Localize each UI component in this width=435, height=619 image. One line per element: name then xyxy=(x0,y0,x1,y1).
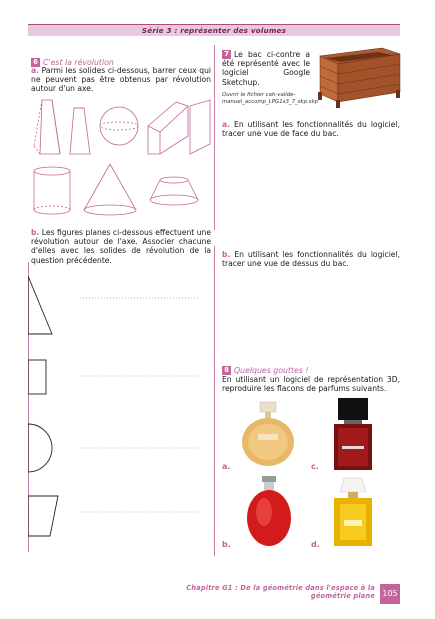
column-divider xyxy=(214,45,215,230)
file-note: Ouvrir le fichier cah-valide-manuel_accomp_LPG1s3_7_skp.skp xyxy=(222,92,319,105)
question-text: Le bac ci-contre a été représenté avec le logiciel Google Sketchup. xyxy=(222,50,310,87)
question-text: Les figures planes ci-dessous effectuent une révolution autour de l'axe. Associer chacune d'elles avec les solides de révolution de la question précédente. xyxy=(31,228,211,265)
question-label: a. xyxy=(222,120,231,129)
label-c: c. xyxy=(311,462,319,471)
question-label: b. xyxy=(31,228,40,237)
chapter-footer: Chapitre G1 : De la géométrie dans l'espace à la géométrie plane xyxy=(186,584,375,600)
wooden-bac-image xyxy=(312,44,402,110)
plane-figures xyxy=(28,274,208,544)
triangle-figure xyxy=(28,276,52,334)
cone-solid xyxy=(84,205,136,215)
exercise-number: 7 xyxy=(222,50,231,59)
perfume-c-image xyxy=(330,396,376,472)
exercise-7-text xyxy=(222,50,310,87)
column-divider-lower xyxy=(214,246,215,556)
exercise-8-text: En utilisant un logiciel de représentation 3D, reproduire les flacons de parfums suivants. xyxy=(222,375,400,394)
perfume-a-image xyxy=(238,400,298,470)
frustum-solid xyxy=(70,108,90,154)
perfume-d-image xyxy=(330,476,376,548)
exercise-7b-text xyxy=(222,250,400,268)
question-label: b. xyxy=(222,250,231,259)
rectangle-figure xyxy=(28,360,46,394)
perfume-b-image xyxy=(244,474,294,548)
exercise-7a-text xyxy=(222,120,400,138)
exercise-6b-text xyxy=(31,228,211,265)
exercise-6a-text xyxy=(31,66,211,94)
half-disc-figure xyxy=(28,424,52,472)
sphere-solid xyxy=(100,107,138,145)
page-number: 105 xyxy=(380,584,400,604)
question-text: En utilisant les fonctionnalités du logiciel, tracer une vue de face du bac. xyxy=(222,120,400,139)
wedge-solid xyxy=(190,100,210,154)
series-title: Série 3 : représenter des volumes xyxy=(28,24,400,36)
exercise-number: 6 xyxy=(31,58,40,67)
frustum-cone-solid xyxy=(160,177,188,183)
question-text: En utilisant les fonctionnalités du logiciel, tracer une vue de dessus du bac. xyxy=(222,250,400,269)
exercise-number: 8 xyxy=(222,366,231,375)
trapezoid-figure xyxy=(28,496,58,536)
cylinder-solid xyxy=(34,167,70,175)
pyramid-solid xyxy=(40,100,60,154)
label-a: a. xyxy=(222,462,231,471)
label-b: b. xyxy=(222,540,231,549)
question-label: a. xyxy=(31,66,40,75)
exercise-title: C'est la révolution xyxy=(43,58,114,67)
solids-row-2 xyxy=(30,162,212,220)
prism-solid xyxy=(148,102,188,154)
solids-row-1 xyxy=(30,96,212,158)
question-text: Parmi les solides ci-dessous, barrer ceux qui ne peuvent pas être obtenus par révolution autour d'un axe. xyxy=(31,66,211,94)
exercise-title: Quelques gouttes ! xyxy=(234,366,309,375)
label-d: d. xyxy=(311,540,320,549)
